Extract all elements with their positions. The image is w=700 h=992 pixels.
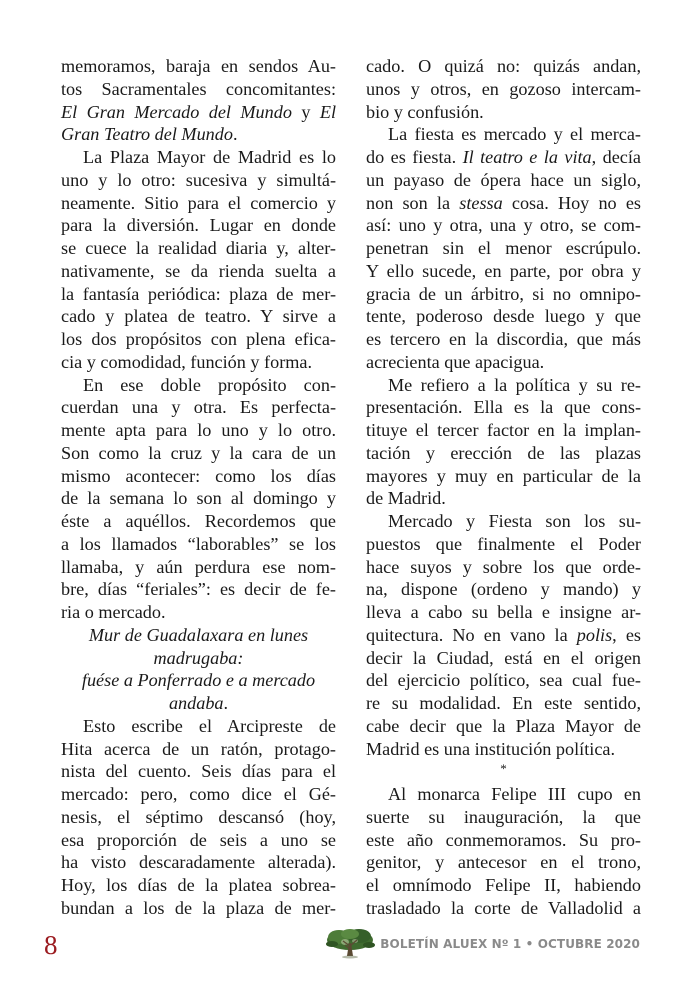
verse-line xyxy=(61,647,336,670)
text-line xyxy=(366,669,641,692)
text-line xyxy=(366,442,641,465)
text-segment: La Plaza Mayor de Madrid es lo xyxy=(83,147,336,167)
text-segment: la fantasía periódica: plaza de mer- xyxy=(61,283,336,304)
text-line xyxy=(366,55,641,78)
text-segment: acrecienta que apacigua. xyxy=(366,351,545,372)
text-segment: cuerdan una y otra. Es perfecta- xyxy=(61,397,336,418)
text-segment: se cuece la realidad diaria y, alter- xyxy=(61,238,336,258)
text-line xyxy=(366,328,641,351)
text-segment: de Madrid. xyxy=(366,488,446,509)
text-segment: gracia de un árbitro, si no omnipo- xyxy=(366,283,641,304)
text-line xyxy=(366,237,641,260)
text-segment: nesis, el séptimo descansó (hoy, xyxy=(61,806,336,827)
text-segment: a los llamados “laborables” se los xyxy=(61,533,336,554)
text-segment: do es fiesta. xyxy=(366,147,463,167)
text-segment: Hoy, los días de la platea sobrea- xyxy=(61,875,336,895)
text-line xyxy=(366,396,641,419)
text-segment: llamaba, y aún perdura ese nom- xyxy=(61,556,336,577)
text-segment: Me refiero a la política y su re- xyxy=(388,374,641,395)
text-segment: non son la xyxy=(366,192,460,213)
text-line xyxy=(61,123,336,146)
text-segment: mente apta para lo uno y lo otro. xyxy=(61,420,336,440)
text-segment: re su modalidad. En este sentido, xyxy=(366,693,641,713)
text-line xyxy=(366,533,641,556)
text-line xyxy=(61,146,336,169)
italic-text: stessa xyxy=(459,192,503,213)
text-segment: bre, días “feriales”: es decir de fe- xyxy=(61,579,336,600)
text-segment: tente, poderoso desde luego y que xyxy=(366,306,641,327)
text-segment: los dos propósitos con plena efica- xyxy=(61,329,336,349)
text-line xyxy=(366,78,641,101)
text-line xyxy=(61,715,336,738)
text-segment: cabe decir que la Plaza Mayor de xyxy=(366,715,641,736)
italic-text: Gran Teatro del Mundo xyxy=(61,124,233,145)
italic-text: El xyxy=(319,101,336,122)
text-line xyxy=(61,237,336,260)
text-segment: ria o mercado. xyxy=(61,602,166,622)
text-line xyxy=(61,442,336,465)
text-segment: presentación. Ella es la que cons- xyxy=(366,397,641,418)
verse-line xyxy=(61,692,336,715)
text-line xyxy=(366,510,641,533)
italic-text: madrugaba: xyxy=(153,647,244,668)
text-line xyxy=(61,305,336,328)
text-segment: puestos que finalmente el Poder xyxy=(366,533,641,554)
text-segment: , decía xyxy=(591,147,641,167)
text-line xyxy=(366,897,641,920)
text-segment: tituye el tercer factor en la implan- xyxy=(366,420,641,440)
text-line xyxy=(61,829,336,852)
text-segment: neamente. Sitio para el comercio y xyxy=(61,192,336,213)
text-segment: na, dispone (ordeno y mando) y xyxy=(366,579,641,600)
text-segment: memoramos, baraja en sendos Au- xyxy=(61,56,336,76)
text-line xyxy=(61,78,336,101)
text-line xyxy=(366,829,641,852)
text-segment: nista del cuento. Seis días para el xyxy=(61,761,336,782)
text-segment: mayores y muy en particular de la xyxy=(366,465,641,486)
tree-icon xyxy=(323,927,377,961)
text-line xyxy=(61,783,336,806)
text-segment: de la semana lo son al domingo y xyxy=(61,488,336,509)
text-line xyxy=(366,578,641,601)
text-line xyxy=(366,487,641,510)
text-line xyxy=(61,374,336,397)
text-segment: uno y lo otro: sucesiva y simultá- xyxy=(61,169,336,190)
text-segment: para la diversión. Lugar en donde xyxy=(61,215,336,236)
text-line xyxy=(366,146,641,169)
text-line xyxy=(366,214,641,237)
text-segment: La fiesta es mercado y el merca- xyxy=(388,124,641,145)
publication-title: BOLETÍN ALUEX Nº 1 • OCTUBRE 2020 xyxy=(380,937,640,951)
right-column xyxy=(366,55,641,920)
left-column xyxy=(61,55,336,920)
text-line xyxy=(61,601,336,624)
text-line xyxy=(61,214,336,237)
text-segment: es tercero en la discordia, que más xyxy=(366,329,641,349)
text-segment: y xyxy=(291,101,320,122)
text-line xyxy=(366,123,641,146)
text-line xyxy=(61,55,336,78)
text-segment: mismo acontecer: como los días xyxy=(61,465,336,486)
italic-text: polis xyxy=(576,624,613,645)
text-segment: quitectura. No en vano la xyxy=(366,624,577,645)
text-line xyxy=(366,601,641,624)
text-line xyxy=(366,465,641,488)
text-segment: * xyxy=(500,761,507,777)
text-line xyxy=(366,351,641,374)
text-segment: Esto escribe el Arcipreste de xyxy=(83,715,336,736)
text-line xyxy=(61,328,336,351)
text-segment: Al monarca Felipe III cupo en xyxy=(388,784,641,804)
text-line xyxy=(366,101,641,124)
text-line xyxy=(366,556,641,579)
italic-text: Mur de Guadalaxara en lunes xyxy=(88,624,309,645)
text-line xyxy=(61,283,336,306)
text-line xyxy=(366,169,641,192)
text-line xyxy=(61,419,336,442)
text-line xyxy=(366,806,641,829)
text-segment: cado y platea de teatro. Y sirve a xyxy=(61,306,336,327)
text-line xyxy=(61,510,336,533)
text-line xyxy=(366,374,641,397)
text-line xyxy=(61,851,336,874)
text-segment: tos Sacramentales concomitantes: xyxy=(61,78,336,99)
text-line xyxy=(366,715,641,738)
text-segment: . xyxy=(232,124,238,145)
italic-text: El Gran Mercado del Mundo xyxy=(61,101,292,122)
verse-line xyxy=(61,669,336,692)
text-line xyxy=(366,192,641,215)
text-line xyxy=(61,806,336,829)
text-segment: En ese doble propósito con- xyxy=(83,374,336,395)
italic-text: fuése a Ponferrado e a mercado xyxy=(81,670,316,691)
text-segment: ha visto descaradamente alterada). xyxy=(61,852,336,873)
text-segment: cia y comodidad, función y forma. xyxy=(61,351,313,372)
text-segment: bundan a los de la plaza de mer- xyxy=(61,897,336,918)
text-line xyxy=(366,305,641,328)
text-segment: nativamente, se da rienda suelta a xyxy=(61,260,336,281)
text-line xyxy=(366,624,641,647)
text-segment: Son como la cruz y la cara de un xyxy=(61,442,336,463)
text-line xyxy=(61,738,336,761)
text-line xyxy=(366,419,641,442)
italic-text: Il teatro e la vita xyxy=(462,147,592,167)
text-line xyxy=(366,738,641,761)
text-line xyxy=(366,260,641,283)
section-separator xyxy=(366,760,641,783)
text-segment: así: uno y otra, una y otro, se com- xyxy=(366,215,641,236)
text-line xyxy=(61,533,336,556)
text-line xyxy=(61,169,336,192)
text-line xyxy=(366,647,641,670)
text-line xyxy=(61,578,336,601)
text-line xyxy=(366,283,641,306)
text-segment: Y ello sucede, en parte, por obra y xyxy=(366,260,641,281)
text-line xyxy=(61,465,336,488)
text-segment: esa proporción de seis a uno se xyxy=(61,829,336,850)
text-segment: el omnímodo Felipe II, habiendo xyxy=(366,875,641,895)
text-line xyxy=(61,101,336,124)
text-segment: este año conmemoramos. Su pro- xyxy=(366,829,641,850)
text-segment: hace suyos y sobre los que orde- xyxy=(366,556,641,577)
text-segment: cosa. Hoy no es xyxy=(502,192,641,213)
text-segment: del ejercicio político, sea cual fue- xyxy=(366,670,641,691)
text-segment: bio y confusión. xyxy=(366,101,484,122)
text-segment: éste a aquéllos. Recordemos que xyxy=(61,511,336,531)
text-line xyxy=(61,897,336,920)
text-segment: , es xyxy=(612,624,641,645)
text-segment: un payaso de ópera hace un siglo, xyxy=(366,169,641,190)
text-segment: Hita acerca de un ratón, protago- xyxy=(61,738,336,759)
verse-line xyxy=(61,624,336,647)
text-line xyxy=(61,192,336,215)
text-line xyxy=(366,874,641,897)
text-segment: trasladado la corte de Valladolid a xyxy=(366,897,641,918)
text-segment: genitor, y antecesor en el trono, xyxy=(366,852,641,873)
text-line xyxy=(61,351,336,374)
text-segment: tación y erección de las plazas xyxy=(366,442,641,463)
text-line xyxy=(61,760,336,783)
text-segment: Madrid es una institución política. xyxy=(366,738,616,759)
text-segment: decir la Ciudad, está en el origen xyxy=(366,647,641,668)
text-line xyxy=(61,556,336,579)
text-segment: lleva a cabo su bella e insigne ar- xyxy=(366,602,641,622)
text-segment: suerte su inauguración, la que xyxy=(366,806,641,827)
text-line xyxy=(366,692,641,715)
text-segment: mercado: pero, como dice el Gé- xyxy=(61,784,336,804)
text-line xyxy=(366,783,641,806)
text-segment: Mercado y Fiesta son los su- xyxy=(388,511,641,531)
text-line xyxy=(61,874,336,897)
text-line xyxy=(366,851,641,874)
text-segment: cado. O quizá no: quizás andan, xyxy=(366,56,641,76)
text-line xyxy=(61,487,336,510)
italic-text: andaba xyxy=(168,693,224,713)
text-segment: penetran sin el menor escrúpulo. xyxy=(366,238,641,258)
page-number: 8 xyxy=(44,930,58,960)
text-line xyxy=(61,396,336,419)
text-line xyxy=(61,260,336,283)
text-segment: unos y otros, en gozoso intercam- xyxy=(366,78,641,99)
text-segment: . xyxy=(223,693,229,713)
